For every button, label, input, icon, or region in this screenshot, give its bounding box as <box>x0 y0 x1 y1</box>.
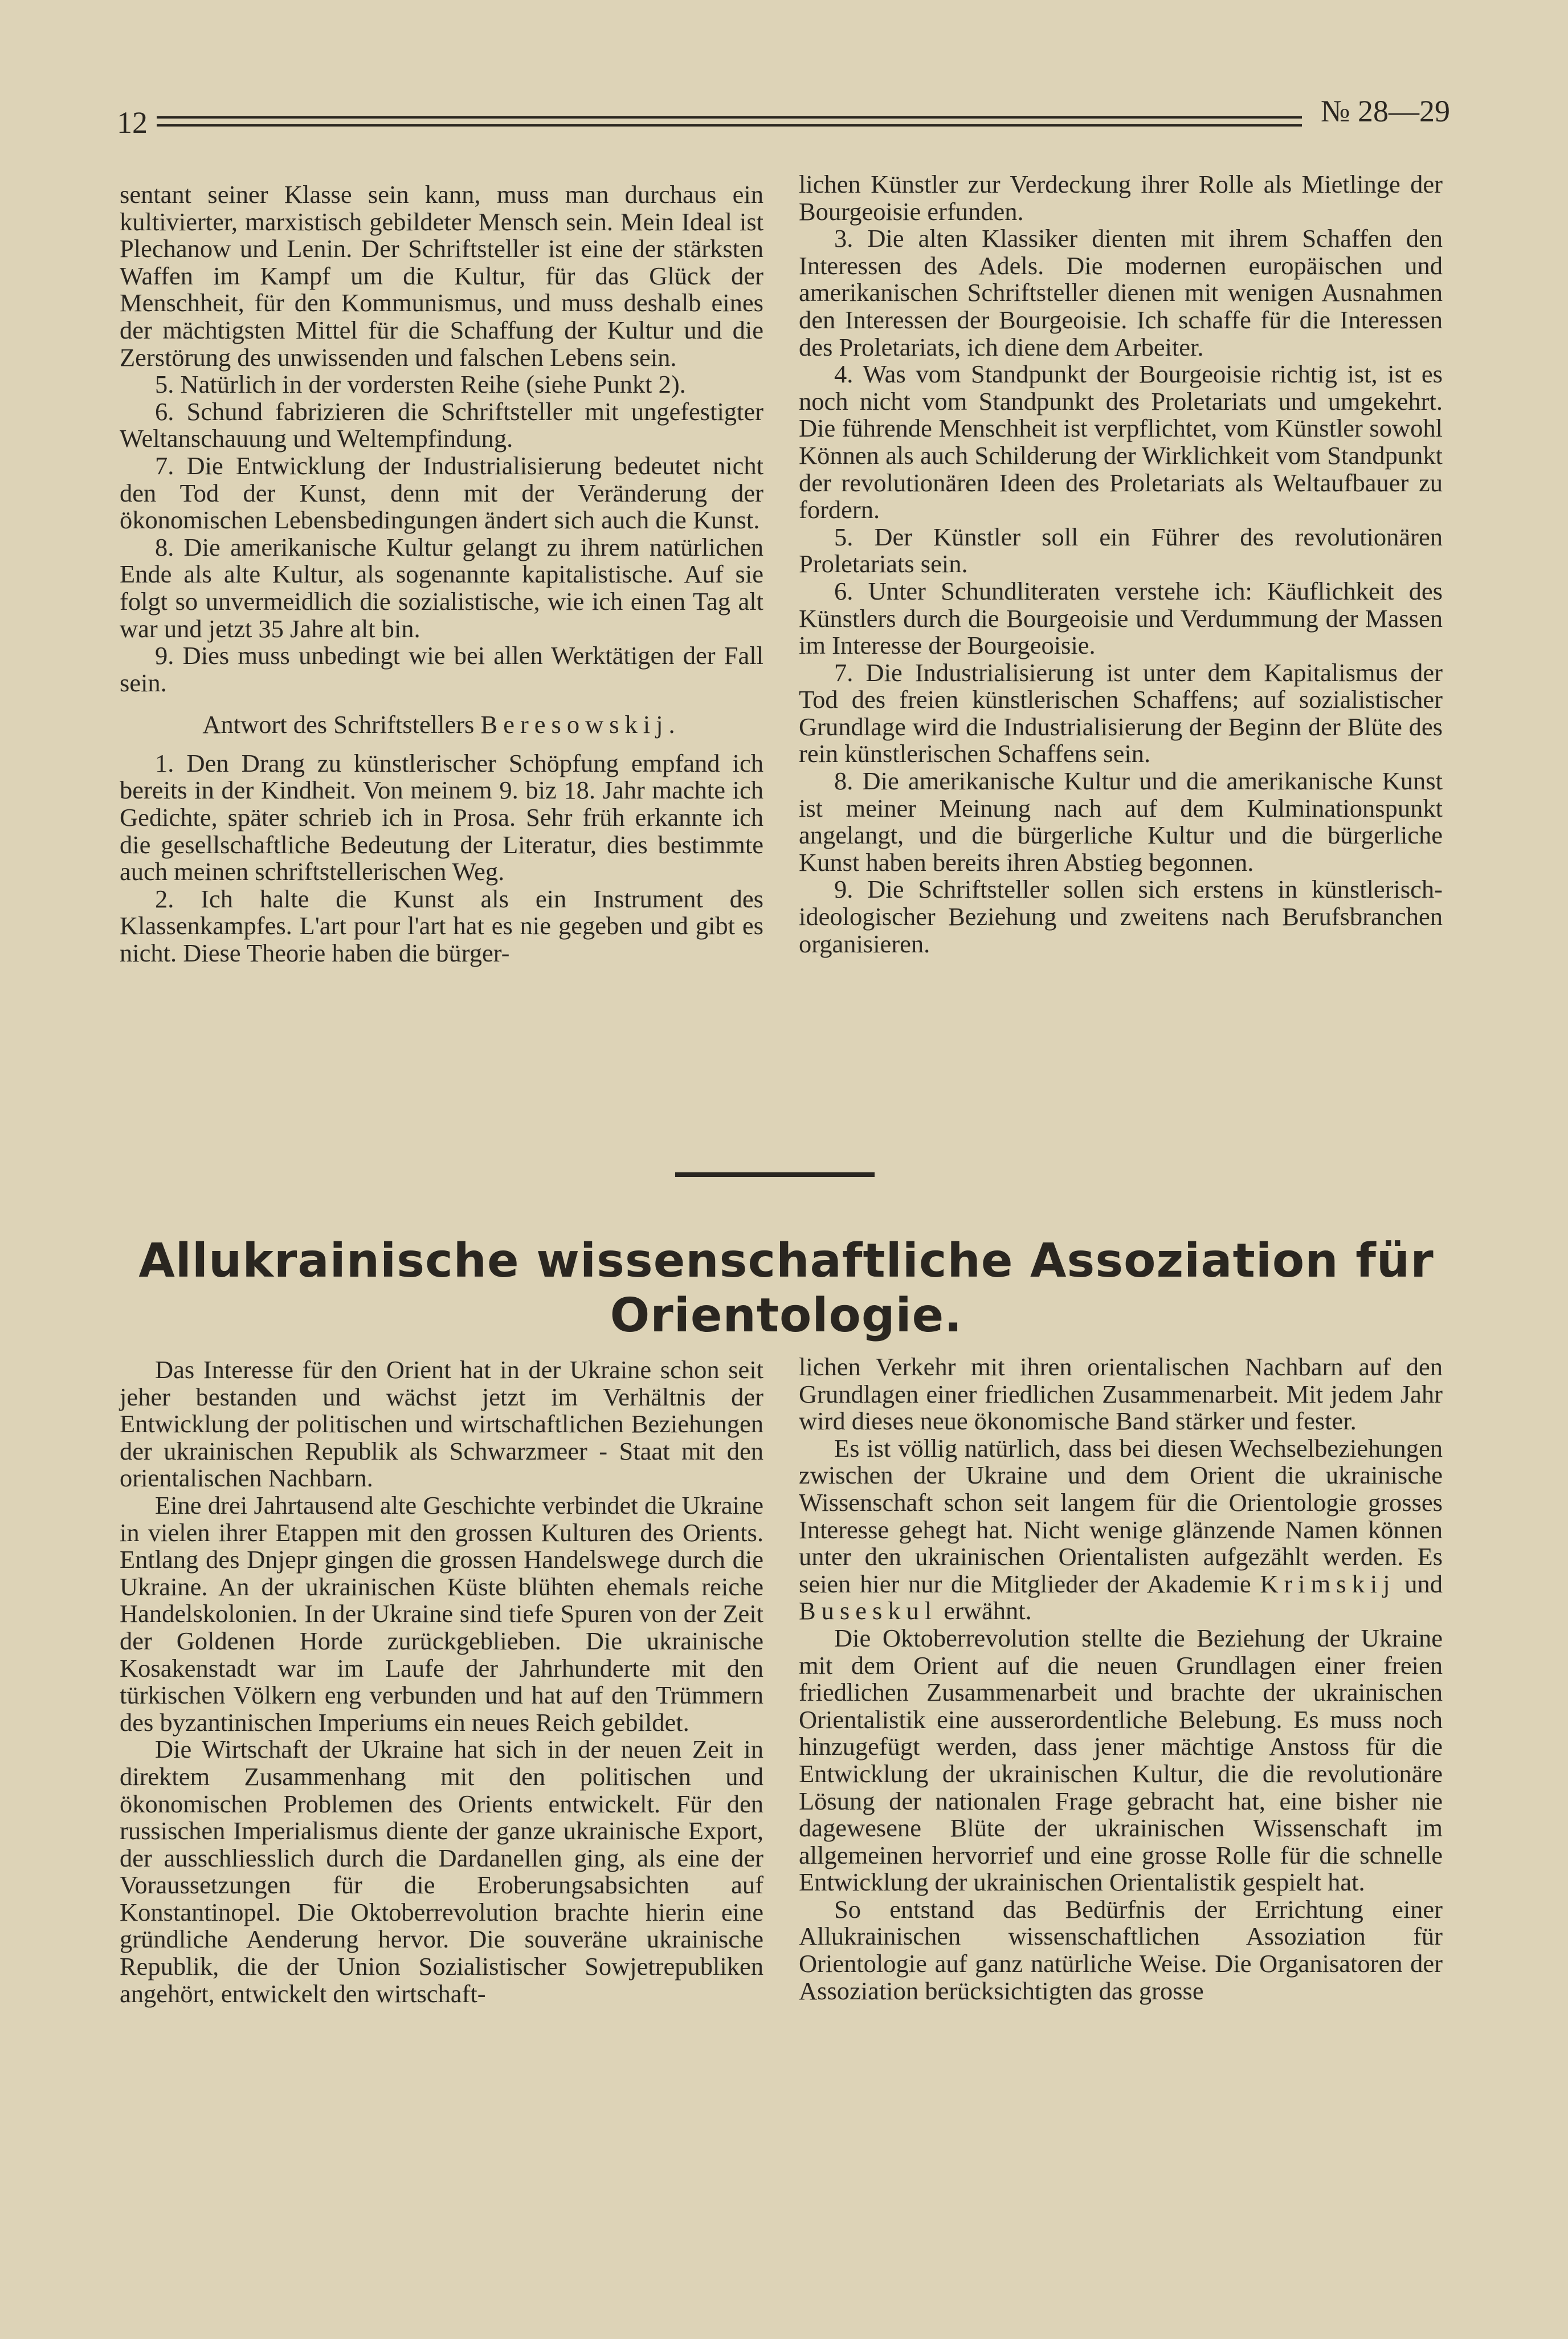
page-number: 12 <box>117 105 148 140</box>
header-rule-bottom <box>157 124 1302 127</box>
paragraph: 1. Den Drang zu künstlerischer Schöpfung empfand ich bereits in der Kindheit. Von meinem 9. biz 18. Jahr machte ich Gedichte, später schrieb ich in Prosa. Sehr früh erkannte ich die gesellschaftliche Bedeutung der Literatur, dies bestimmte auch meinen schriftstellerischen Weg. <box>120 748 763 886</box>
column-top-right <box>799 171 1443 957</box>
column-bottom-right <box>799 1354 1443 2004</box>
column-bottom-left <box>120 1356 763 2007</box>
paragraph: Das Interesse für den Orient hat in der Ukraine schon seit jeher bestanden und wächst jetzt im Verhältnis der Entwicklung der politischen und wirtschaftlichen Beziehungen der ukrainischen Republik als Schwarzmeer - Staat mit den orientalischen Nachbarn. <box>120 1355 763 1493</box>
paragraph: Die Oktoberrevolution stellte die Beziehung der Ukraine mit dem Orient auf die neuen Grundlagen einer freien friedlichen Zusammenarbeit und brachte der ukrainischen Orientalistik eine ausserordentliche Belebung. Es muss noch hinzugefügt werden, dass jener mächtige Anstoss für die Entwicklung der ukrainischen Kultur, die die revolutionäre Lösung der nationalen Frage gebracht hat, eine bisher nie dagewesene Blüte der ukrainischen Wissenschaft im allgemeinen hervorrief und eine grosse Rolle für die schnelle Entwicklung der ukrainischen Orientalistik gespielt hat. <box>799 1623 1443 1897</box>
author-name: Buseskul <box>799 1596 938 1625</box>
paragraph: 6. Unter Schundliteraten verstehe ich: Käuflichkeit des Künstlers durch die Bourgeoisie und Verdummung der Massen im Interesse der Bourgeoisie. <box>799 576 1443 660</box>
answer-heading <box>120 711 763 739</box>
paragraph: 7. Die Industrialisierung ist unter dem Kapitalismus der Tod des freien künstlerischen Schaffens; auf sozialistischer Grundlage wird die Industrialisierung der Beginn der Blüte des rein künstlerischen Schaffens sein. <box>799 658 1443 768</box>
paragraph: 8. Die amerikanische Kultur und die amerikanische Kunst ist meiner Meinung nach auf dem Kulminationspunkt angelangt, und die bürgerliche Kultur und die bürgerliche Kunst haben bereits ihren Abstieg begonnen. <box>799 767 1443 877</box>
answer-heading-prefix: Antwort des Schriftstellers <box>202 710 475 739</box>
page-header <box>117 96 1450 141</box>
paragraph: lichen Künstler zur Verdeckung ihrer Rolle als Mietlinge der Bourgeoisie erfunden. <box>799 170 1443 226</box>
paragraph: 6. Schund fabrizieren die Schriftsteller mit ungefestigter Weltanschauung und Weltempfindung. <box>120 397 763 453</box>
paragraph: Eine drei Jahrtausend alte Geschichte verbindet die Ukraine in vielen ihrer Etappen mit den grossen Kulturen des Orients. Entlang des Dnjepr gingen die grossen Handelswege durch die Ukraine. An der ukrainischen Küste blühten ehemals reiche Handelskolonien. In der Ukraine sind tiefe Spuren von der Zeit der Goldenen Horde zurückgeblieben. Die ukrainische Kosakenstadt war im Laufe der Jahrhunderte mit den türkischen Völkern eng verbunden und hat auf den Trümmern des byzantinischen Imperiums ein neues Reich gebildet. <box>120 1490 763 1737</box>
header-rule-top <box>157 116 1302 119</box>
article-title: Allukrainische wissenschaftliche Assoziation für Orientologie. <box>138 1234 1434 1343</box>
paragraph-text: erwähnt. <box>944 1596 1032 1625</box>
paragraph-text: Es ist völlig natürlich, dass bei diesen Wechselbeziehungen zwischen der Ukraine und dem Orient die ukrainische Wissenschaft schon seit langem für die Orientologie grosses Interesse gehegt hat. Nicht wenige glänzende Namen können unter den ukrainischen Orientalisten aufgezählt werden. Es seien hier nur die Mitglieder der Akademie <box>799 1433 1443 1598</box>
author-name: Krimskij <box>1260 1569 1396 1598</box>
paragraph: lichen Verkehr mit ihren orientalischen Nachbarn auf den Grundlagen einer friedlichen Zusammenarbeit. Mit jedem Jahr wird dieses neue ökonomische Band stärker und fester. <box>799 1352 1443 1436</box>
paragraph <box>799 1435 1443 1625</box>
paragraph: 4. Was vom Standpunkt der Bourgeoisie richtig ist, ist es noch nicht vom Standpunkt des Proletariats und umgekehrt. Die führende Menschheit ist verpflichtet, vom Künstler sowohl Können als auch Schilderung der Wirklichkeit vom Standpunkt der revolutionären Ideen des Proletariats als Weltaufbauer zu fordern. <box>799 360 1443 524</box>
paragraph: 5. Der Künstler soll ein Führer des revolutionären Proletariats sein. <box>799 522 1443 578</box>
paragraph: Die Wirtschaft der Ukraine hat sich in der neuen Zeit in direktem Zusammenhang mit den politischen und ökonomischen Problemen des Orients entwickelt. Für den russischen Imperialismus diente der ganze ukrainische Export, der ausschliesslich durch die Dardanellen ging, als eine der Voraussetzungen für die Eroberungsabsichten auf Konstantinopel. Die Oktoberrevolution brachte hierin eine gründliche Aenderung hervor. Die souveräne ukrainische Republik, die der Union Sozialistischer Sowjetrepubliken angehört, entwickelt den wirtschaft- <box>120 1735 763 2008</box>
paragraph: 2. Ich halte die Kunst als ein Instrument des Klassenkampfes. L'art pour l'art hat es nie gegeben und gibt es nicht. Diese Theorie haben die bürger- <box>120 884 763 968</box>
paragraph: 9. Dies muss unbedingt wie bei allen Werktätigen der Fall sein. <box>120 641 763 697</box>
paragraph: sentant seiner Klasse sein kann, muss man durchaus ein kultivierter, marxistisch gebildeter Mensch sein. Mein Ideal ist Plechanow und Lenin. Der Schriftsteller ist eine der stärksten Waffen im Kampf um die Kultur, für das Glück der Menschheit, für den Kommunismus, und muss deshalb eines der mächtigsten Mittel für die Schaffung der Kultur und die Zerstörung des unwissenden und falschen Lebens sein. <box>120 180 763 372</box>
column-top-left <box>120 181 763 967</box>
answer-heading-author: Beresowskij. <box>480 710 681 739</box>
issue-number: № 28—29 <box>1320 94 1450 128</box>
paragraph: 7. Die Entwicklung der Industrialisierung bedeutet nicht den Tod der Kunst, denn mit der Veränderung der ökonomischen Lebensbedingungen ändert sich auch die Kunst. <box>120 451 763 535</box>
paragraph: 3. Die alten Klassiker dienten mit ihrem Schaffen den Interessen des Adels. Die modernen europäischen und amerikanischen Schriftsteller dienen mit wenigen Ausnahmen den Interessen der Bourgeoisie. Ich schaffe für die Interessen des Proletariats, ich diene dem Arbeiter. <box>799 224 1443 361</box>
paragraph: 5. Natürlich in der vordersten Reihe (siehe Punkt 2). <box>155 370 686 399</box>
section-divider <box>675 1172 875 1177</box>
paragraph: 9. Die Schriftsteller sollen sich erstens in künstlerisch-ideologischer Beziehung und zweitens nach Berufsbranchen organisieren. <box>799 875 1443 958</box>
conjunction: und <box>1404 1569 1443 1598</box>
paragraph: So entstand das Bedürfnis der Errichtung einer Allukrainischen wissenschaftlichen Assoziation für Orientologie auf ganz natürliche Weise. Die Organisatoren der Assoziation berücksichtigten das grosse <box>799 1894 1443 2005</box>
paragraph: 8. Die amerikanische Kultur gelangt zu ihrem natürlichen Ende als alte Kultur, als sogenannte kapitalistische. Auf sie folgt so unvermeidlich die sozialistische, wie ich einen Tag alt war und jetzt 35 Jahre alt bin. <box>120 532 763 643</box>
